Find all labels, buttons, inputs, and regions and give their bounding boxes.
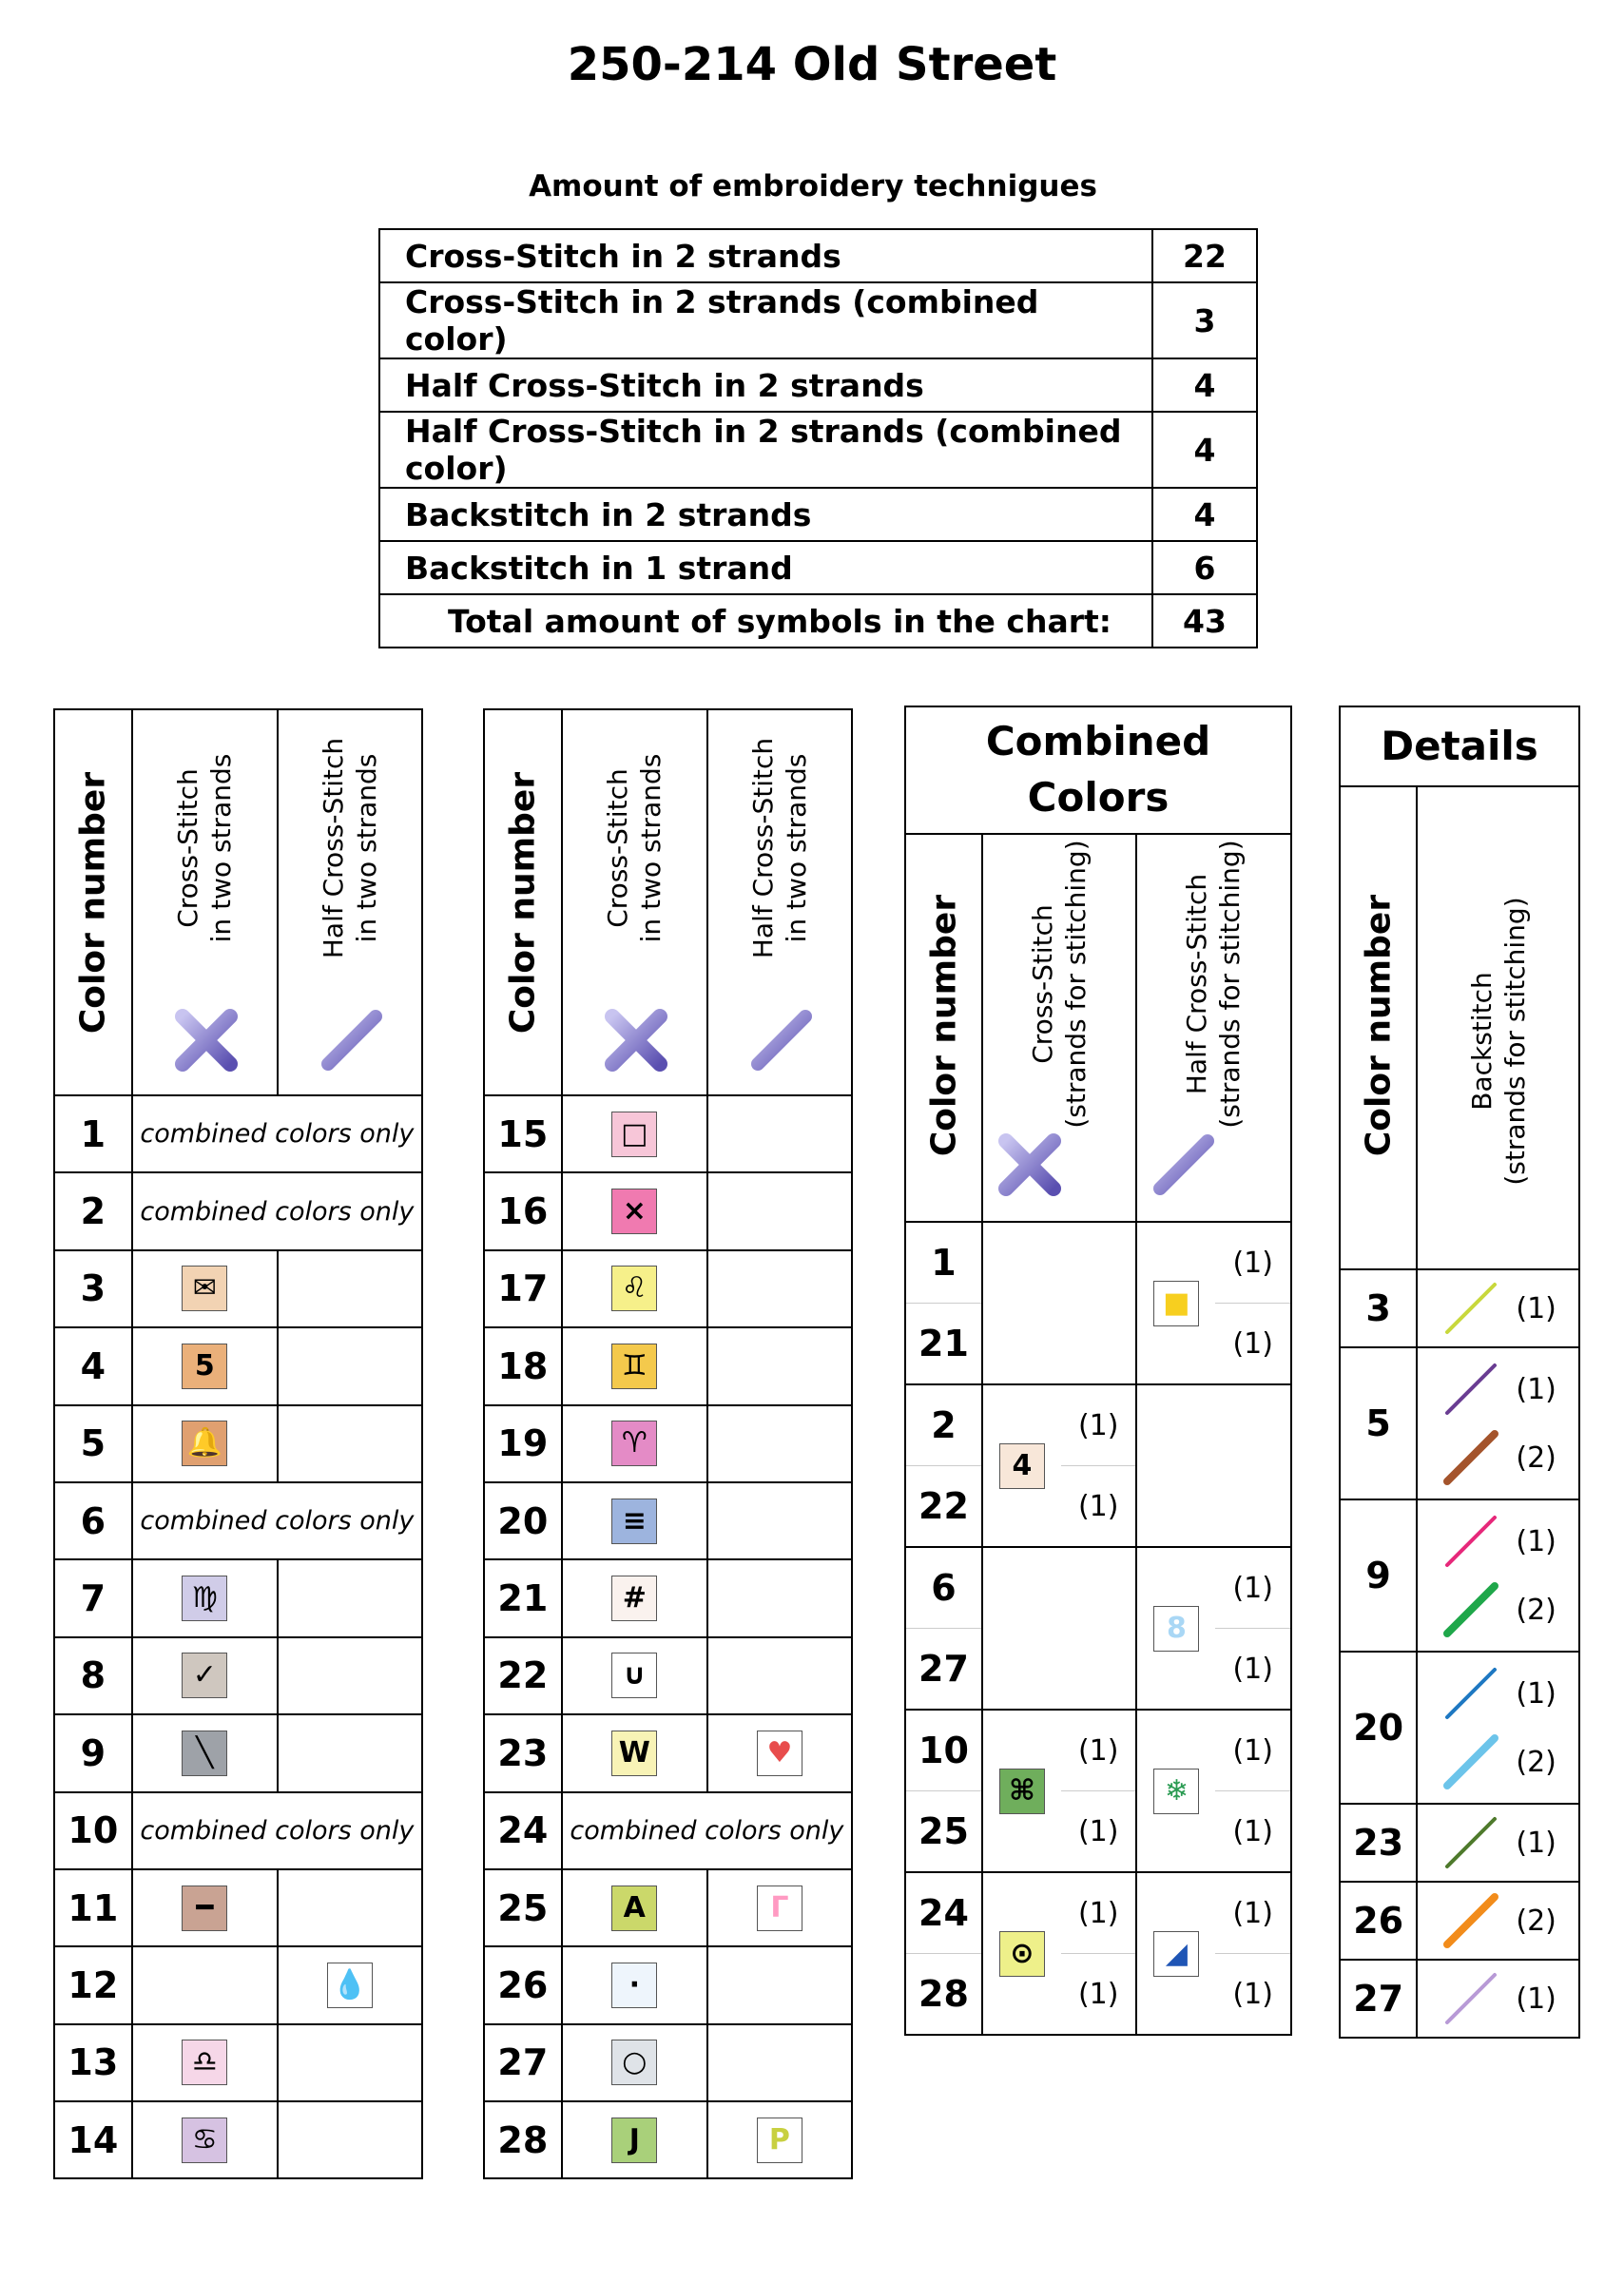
cross-stitch-cell [562, 1095, 707, 1172]
strand-count: (1) [1077, 1814, 1119, 1848]
cross-stitch-symbol: □ [611, 1112, 657, 1157]
combined-cross-symbol: ⌘ [999, 1769, 1045, 1814]
cross-stitch-cell [132, 1327, 278, 1404]
strand-count: (1) [1061, 1711, 1136, 1791]
combined-only-note: combined colors only [132, 1095, 422, 1172]
combined-half-header: Half Cross-Stitch (strands for stitching) [1136, 834, 1291, 1222]
color-number: 26 [484, 1946, 562, 2023]
half-cross-stitch-icon [748, 1007, 815, 1073]
summary-row [379, 282, 1257, 358]
half-cross-stitch-cell [707, 1405, 852, 1482]
color-number: 20 [484, 1482, 562, 1559]
color-table-1 [53, 708, 423, 2179]
half-cross-stitch-symbol: P [757, 2118, 802, 2163]
color-number-header: Color number [1340, 786, 1417, 1269]
combined-half-symbol: ◢ [1153, 1931, 1199, 1977]
strand-count: (1) [1232, 1326, 1273, 1361]
combined-cross-cell [982, 1872, 1137, 2035]
table-row [484, 1946, 852, 2023]
half-cross-stitch-cell [707, 1714, 852, 1791]
backstitch-line [1440, 1510, 1502, 1573]
strand-count: (1) [1077, 1977, 1119, 2011]
cross-stitch-cell [562, 1250, 707, 1327]
table-row [54, 1327, 422, 1404]
summary-value: 4 [1152, 488, 1257, 541]
combined-cross-cell [982, 1547, 1137, 1710]
half-cross-stitch-cell [278, 1405, 422, 1482]
cross-stitch-symbol: ✓ [182, 1653, 227, 1698]
combined-half-cell [1136, 1384, 1291, 1547]
color-number: 13 [54, 2024, 132, 2101]
table-row [484, 1637, 852, 1714]
color-number: 5 [54, 1405, 132, 1482]
table-row [54, 1095, 422, 1172]
cross-stitch-symbol: # [611, 1576, 657, 1621]
backstitch-cell [1417, 1882, 1579, 1960]
details-row [1340, 1882, 1579, 1960]
backstitch-line [1440, 1277, 1502, 1340]
cross-stitch-symbol: ✉ [182, 1266, 227, 1311]
combined-only-note: combined colors only [132, 1482, 422, 1559]
color-number: 8 [54, 1637, 132, 1714]
table-row [54, 1405, 422, 1482]
summary-row [379, 541, 1257, 594]
color-number: 28 [484, 2101, 562, 2178]
half-cross-stitch-cell [707, 1172, 852, 1249]
color-number: 27 [918, 1648, 969, 1690]
summary-total-row [379, 594, 1257, 648]
color-number: 4 [54, 1327, 132, 1404]
color-number: 3 [1340, 1269, 1417, 1347]
summary-value: 4 [1152, 412, 1257, 488]
color-number: 27 [484, 2024, 562, 2101]
summary-value: 3 [1152, 282, 1257, 358]
combined-row [905, 1710, 1291, 1872]
half-cross-stitch-cell [278, 1714, 422, 1791]
half-cross-stitch-cell [707, 1946, 852, 2023]
backstitch-cell [1417, 1499, 1579, 1652]
half-cross-stitch-cell [278, 1637, 422, 1714]
color-number: 21 [484, 1559, 562, 1636]
combined-half-cell [1136, 1710, 1291, 1872]
table-row [54, 1559, 422, 1636]
cross-stitch-symbol: ♎ [182, 2040, 227, 2085]
summary-table [378, 228, 1258, 648]
combined-half-symbol: ■ [1153, 1281, 1199, 1326]
cross-stitch-symbol: ≡ [611, 1499, 657, 1544]
half-cross-stitch-cell [707, 2101, 852, 2178]
cross-stitch-symbol: ♋ [182, 2118, 227, 2163]
cross-stitch-symbol: ○ [611, 2040, 657, 2085]
details-row [1340, 1960, 1579, 2038]
combined-color-numbers [905, 1222, 982, 1384]
color-number: 12 [54, 1946, 132, 2023]
cross-stitch-cell [132, 1714, 278, 1791]
table-row [484, 1559, 852, 1636]
color-number: 24 [906, 1873, 981, 1954]
table-row [484, 1405, 852, 1482]
color-number: 26 [1340, 1882, 1417, 1960]
strand-count: (1) [1232, 1652, 1273, 1686]
cross-stitch-cell [562, 1482, 707, 1559]
backstitch-header: Backstitch (strands for stitching) [1417, 786, 1579, 1269]
color-number: 15 [484, 1095, 562, 1172]
backstitch-cell [1417, 1804, 1579, 1882]
cross-stitch-cell [562, 1405, 707, 1482]
half-cross-stitch-cell [278, 1869, 422, 1946]
summary-label: Cross-Stitch in 2 strands [379, 229, 1152, 282]
strand-count: (2) [1516, 1745, 1556, 1779]
combined-half-cell [1136, 1547, 1291, 1710]
summary-row [379, 488, 1257, 541]
details-table [1339, 706, 1580, 2039]
color-number: 2 [54, 1172, 132, 1249]
strand-count: (2) [1516, 1904, 1556, 1938]
table-row [54, 1172, 422, 1249]
summary-label: Half Cross-Stitch in 2 strands [379, 358, 1152, 412]
details-title: Details [1340, 706, 1579, 786]
strand-count: (1) [1061, 1385, 1136, 1466]
strand-count: (1) [1077, 1489, 1119, 1523]
table-row [484, 1172, 852, 1249]
summary-label: Backstitch in 1 strand [379, 541, 1152, 594]
strand-count: (1) [1215, 1548, 1290, 1629]
combined-cross-cell [982, 1710, 1137, 1872]
cross-stitch-header: Cross-Stitch in two strands [562, 709, 707, 1095]
cross-stitch-cell [132, 1250, 278, 1327]
strand-count: (1) [1232, 1977, 1273, 2011]
color-number: 14 [54, 2101, 132, 2178]
combined-color-numbers [905, 1710, 982, 1872]
table-row [54, 1946, 422, 2023]
half-cross-stitch-cell [707, 1869, 852, 1946]
cross-stitch-cell [562, 1714, 707, 1791]
half-cross-stitch-cell [707, 1482, 852, 1559]
details-row [1340, 1347, 1579, 1499]
details-row [1340, 1652, 1579, 1804]
combined-only-note: combined colors only [132, 1172, 422, 1249]
cross-stitch-symbol: J [611, 2118, 657, 2163]
combined-half-cell [1136, 1222, 1291, 1384]
half-cross-stitch-cell [707, 2024, 852, 2101]
half-cross-stitch-cell [707, 1327, 852, 1404]
half-cross-stitch-icon [1150, 1131, 1217, 1198]
summary-label: Half Cross-Stitch in 2 strands (combined color) [379, 412, 1152, 488]
color-number: 10 [54, 1792, 132, 1869]
cross-stitch-icon [996, 1131, 1063, 1198]
summary-total-label: Total amount of symbols in the chart: [379, 594, 1152, 648]
cross-stitch-cell [562, 1327, 707, 1404]
backstitch-line [1440, 1578, 1502, 1641]
table-row [54, 2024, 422, 2101]
color-number: 5 [1340, 1347, 1417, 1499]
strand-count: (2) [1516, 1593, 1556, 1627]
combined-colors-table [904, 706, 1292, 2036]
cross-stitch-symbol: ∪ [611, 1653, 657, 1698]
half-cross-stitch-header: Half Cross-Stitch in two strands [707, 709, 852, 1095]
combined-half-symbol: 8 [1153, 1606, 1199, 1652]
summary-value: 4 [1152, 358, 1257, 412]
cross-stitch-cell [132, 1869, 278, 1946]
strand-count: (1) [1232, 1814, 1273, 1848]
table-row [54, 1869, 422, 1946]
color-number: 9 [1340, 1499, 1417, 1652]
half-cross-stitch-cell [278, 1946, 422, 2023]
combined-color-numbers [905, 1547, 982, 1710]
table-row [484, 1869, 852, 1946]
half-cross-stitch-cell [707, 1559, 852, 1636]
color-number-header: Color number [484, 709, 562, 1095]
color-number: 19 [484, 1405, 562, 1482]
color-number: 1 [54, 1095, 132, 1172]
combined-row [905, 1872, 1291, 2035]
combined-only-note: combined colors only [562, 1792, 852, 1869]
strand-count: (1) [1516, 1524, 1556, 1558]
color-number: 25 [484, 1869, 562, 1946]
strand-count: (1) [1516, 1291, 1556, 1325]
color-number: 18 [484, 1327, 562, 1404]
color-number: 21 [918, 1323, 969, 1364]
cross-stitch-cell [562, 2101, 707, 2178]
cross-stitch-cell [562, 1559, 707, 1636]
color-number: 22 [484, 1637, 562, 1714]
cross-stitch-symbol: ╲ [182, 1731, 227, 1776]
strand-count: (2) [1516, 1441, 1556, 1475]
backstitch-line [1440, 1889, 1502, 1952]
color-number: 9 [54, 1714, 132, 1791]
summary-label: Cross-Stitch in 2 strands (combined color) [379, 282, 1152, 358]
combined-cross-cell [982, 1384, 1137, 1547]
half-cross-stitch-cell [278, 1250, 422, 1327]
combined-cross-cell [982, 1222, 1137, 1384]
cross-stitch-symbol: 5 [182, 1344, 227, 1389]
backstitch-line [1440, 1811, 1502, 1874]
table-row [484, 1327, 852, 1404]
strand-count: (1) [1516, 1982, 1556, 2016]
color-number-header: Color number [905, 834, 982, 1222]
cross-stitch-cell [132, 1559, 278, 1636]
color-number: 1 [906, 1223, 981, 1304]
table-row [484, 1482, 852, 1559]
half-cross-stitch-symbol: ♥ [757, 1731, 802, 1776]
table-row [484, 1714, 852, 1791]
color-number: 23 [484, 1714, 562, 1791]
cross-stitch-cell [562, 1946, 707, 2023]
summary-row [379, 229, 1257, 282]
backstitch-line [1440, 1967, 1502, 2030]
color-number: 6 [54, 1482, 132, 1559]
details-row [1340, 1804, 1579, 1882]
color-number: 2 [906, 1385, 981, 1466]
summary-value: 22 [1152, 229, 1257, 282]
cross-stitch-icon [603, 1007, 669, 1073]
strand-count: (1) [1516, 1372, 1556, 1406]
combined-only-note: combined colors only [132, 1792, 422, 1869]
combined-color-numbers [905, 1872, 982, 2035]
cross-stitch-cell [132, 1405, 278, 1482]
color-number-header: Color number [54, 709, 132, 1095]
table-row [54, 1250, 422, 1327]
color-number: 22 [918, 1485, 969, 1527]
strand-count: (1) [1516, 1676, 1556, 1711]
cross-stitch-symbol: A [611, 1886, 657, 1931]
table-row [54, 1714, 422, 1791]
half-cross-stitch-cell [707, 1637, 852, 1714]
color-number: 27 [1340, 1960, 1417, 2038]
color-number: 28 [918, 1973, 969, 2015]
half-cross-stitch-cell [707, 1095, 852, 1172]
combined-cross-header: Cross-Stitch (strands for stitching) [982, 834, 1137, 1222]
summary-value: 6 [1152, 541, 1257, 594]
cross-stitch-symbol: ♈ [611, 1421, 657, 1466]
color-number: 6 [906, 1548, 981, 1629]
page-title: 250-214 Old Street [567, 38, 1057, 91]
backstitch-line [1440, 1426, 1502, 1489]
cross-stitch-cell [132, 2101, 278, 2178]
combined-cross-symbol: ⊙ [999, 1931, 1045, 1977]
strand-count: (1) [1215, 1223, 1290, 1304]
half-cross-stitch-cell [707, 1250, 852, 1327]
half-cross-stitch-cell [278, 2024, 422, 2101]
combined-half-symbol: ❄ [1153, 1769, 1199, 1814]
color-number: 3 [54, 1250, 132, 1327]
cross-stitch-symbol: W [611, 1731, 657, 1776]
cross-stitch-cell [562, 2024, 707, 2101]
details-row [1340, 1499, 1579, 1652]
combined-color-numbers [905, 1384, 982, 1547]
backstitch-line [1440, 1731, 1502, 1793]
half-cross-stitch-symbol: Γ [757, 1886, 802, 1931]
table-row [54, 1637, 422, 1714]
color-number: 16 [484, 1172, 562, 1249]
backstitch-line [1440, 1662, 1502, 1725]
cross-stitch-cell [562, 1637, 707, 1714]
cross-stitch-symbol: ♌ [611, 1266, 657, 1311]
color-number: 11 [54, 1869, 132, 1946]
cross-stitch-cell [562, 1172, 707, 1249]
backstitch-cell [1417, 1652, 1579, 1804]
summary-row [379, 358, 1257, 412]
color-number: 24 [484, 1792, 562, 1869]
table-row [484, 2101, 852, 2178]
table-row [484, 1250, 852, 1327]
cross-stitch-cell [562, 1869, 707, 1946]
half-cross-stitch-cell [278, 1327, 422, 1404]
combined-half-cell [1136, 1872, 1291, 2035]
backstitch-cell [1417, 1347, 1579, 1499]
summary-row [379, 412, 1257, 488]
color-number: 7 [54, 1559, 132, 1636]
cross-stitch-cell [132, 1637, 278, 1714]
half-cross-stitch-symbol: 💧 [327, 1963, 373, 2008]
half-cross-stitch-cell [278, 2101, 422, 2178]
strand-count: (1) [1215, 1873, 1290, 1954]
cross-stitch-symbol: ━ [182, 1886, 227, 1931]
combined-colors-title: Combined Colors [905, 706, 1291, 834]
half-cross-stitch-cell [278, 1559, 422, 1636]
combined-row [905, 1384, 1291, 1547]
cross-stitch-header: Cross-Stitch in two strands [132, 709, 278, 1095]
cross-stitch-symbol: ♍ [182, 1576, 227, 1621]
table-row [54, 1792, 422, 1869]
table-row [484, 1095, 852, 1172]
color-number: 20 [1340, 1652, 1417, 1804]
cross-stitch-icon [173, 1007, 240, 1073]
combined-cross-symbol: 4 [999, 1443, 1045, 1489]
strand-count: (1) [1061, 1873, 1136, 1954]
strand-count: (1) [1215, 1711, 1290, 1791]
color-table-2 [483, 708, 853, 2179]
summary-heading: Amount of embroidery technigues [529, 169, 1097, 203]
combined-row [905, 1222, 1291, 1384]
details-row [1340, 1269, 1579, 1347]
color-number: 25 [918, 1810, 969, 1852]
half-cross-stitch-icon [319, 1007, 385, 1073]
table-row [484, 1792, 852, 1869]
cross-stitch-symbol: ♊ [611, 1344, 657, 1389]
table-row [484, 2024, 852, 2101]
color-number: 10 [906, 1711, 981, 1791]
cross-stitch-cell [132, 1946, 278, 2023]
table-row [54, 1482, 422, 1559]
cross-stitch-symbol: 🔔 [182, 1421, 227, 1466]
table-row [54, 2101, 422, 2178]
combined-row [905, 1547, 1291, 1710]
cross-stitch-cell [132, 2024, 278, 2101]
summary-label: Backstitch in 2 strands [379, 488, 1152, 541]
strand-count: (1) [1516, 1826, 1556, 1860]
cross-stitch-symbol: · [611, 1963, 657, 2008]
backstitch-line [1440, 1358, 1502, 1421]
cross-stitch-symbol: × [611, 1189, 657, 1234]
color-number: 17 [484, 1250, 562, 1327]
backstitch-cell [1417, 1960, 1579, 2038]
half-cross-stitch-header: Half Cross-Stitch in two strands [278, 709, 422, 1095]
backstitch-cell [1417, 1269, 1579, 1347]
color-number: 23 [1340, 1804, 1417, 1882]
summary-total-value: 43 [1152, 594, 1257, 648]
